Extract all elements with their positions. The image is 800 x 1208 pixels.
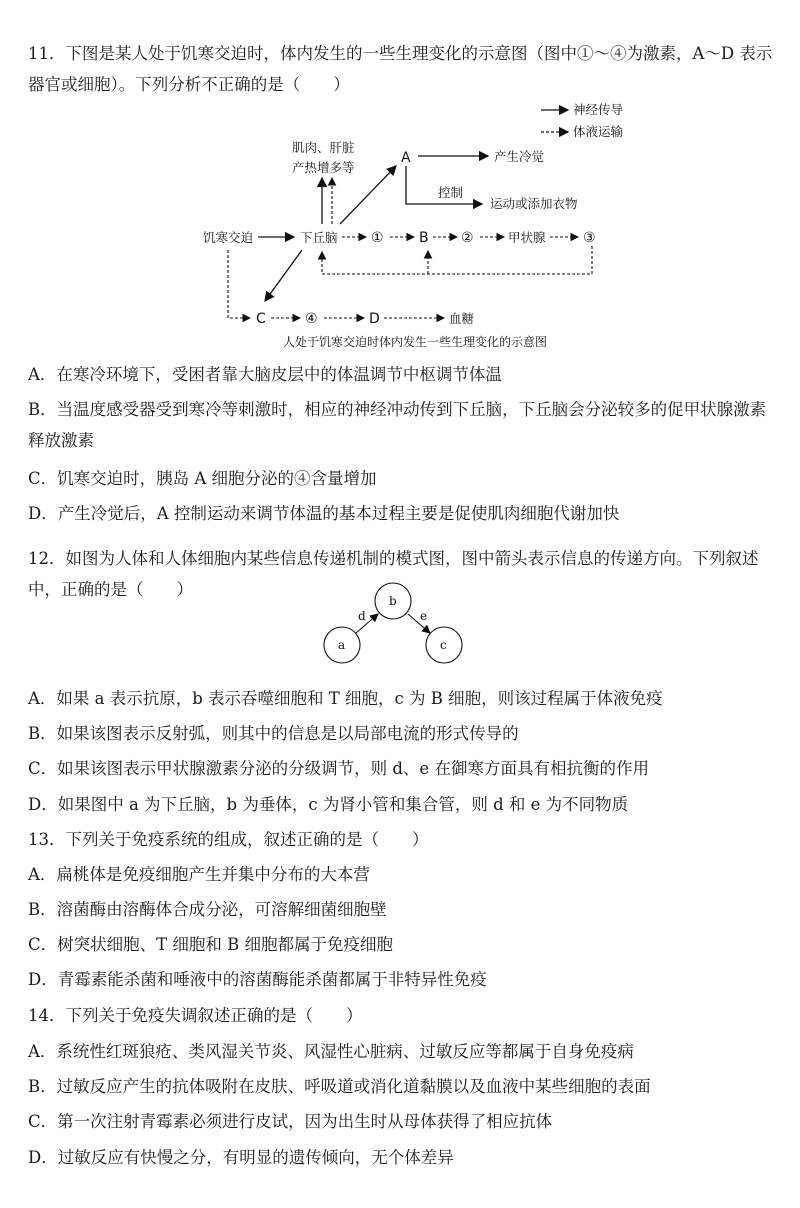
heat-more-label: 产热增多等	[292, 160, 355, 175]
q12-option-a[interactable]: A．如果 a 表示抗原，b 表示吞噬细胞和 T 细胞，c 为 B 细胞，则该过程属于体液免疫	[28, 689, 663, 708]
move-clothes-label: 运动或添加衣物	[490, 196, 578, 211]
q13-option-b[interactable]: B．溶菌酶由溶酶体合成分泌，可溶解细菌细胞壁	[28, 900, 387, 919]
cold-feel-label: 产生冷觉	[494, 149, 545, 164]
q14-option-a[interactable]: A．系统性红斑狼疮、类风湿关节炎、风湿性心脏病、过敏反应等都属于自身免疫病	[28, 1042, 634, 1061]
diagram-caption: 人处于饥寒交迫时体内发生一些生理变化的示意图	[283, 335, 548, 349]
q11-option-b[interactable]: B．当温度感受器受到寒冷等刺激时，相应的神经冲动传到下丘脑，下丘脑会分泌较多的促甲状腺激素释放激素	[28, 400, 767, 450]
q12-stem: 12．如图为人体和人体细胞内某些信息传递机制的模式图，图中箭头表示信息的传递方向。下列叙述中，正确的是（ ）	[28, 549, 759, 599]
q13-option-a[interactable]: A．扁桃体是免疫细胞产生并集中分布的大本营	[28, 865, 370, 884]
q13-option-c[interactable]: C．树突状细胞、T 细胞和 B 细胞都属于免疫细胞	[28, 935, 393, 954]
control-label: 控制	[438, 185, 464, 200]
q12-option-b[interactable]: B．如果该图表示反射弧，则其中的信息是以局部电流的形式传导的	[28, 724, 519, 743]
q13-option-d[interactable]: D．青霉素能杀菌和唾液中的溶菌酶能杀菌都属于非特异性免疫	[28, 970, 487, 989]
node-a: A	[401, 150, 411, 166]
legend-nerve: 神经传导	[573, 102, 624, 117]
hunger-cold-label: 饥寒交迫	[203, 230, 254, 245]
q11-option-c[interactable]: C．饥寒交迫时，胰岛 A 细胞分泌的④含量增加	[28, 469, 377, 488]
q11-option-a[interactable]: A．在寒冷环境下，受困者靠大脑皮层中的体温调节中枢调节体温	[28, 365, 502, 384]
node-b: B	[419, 230, 429, 246]
q13-stem: 13．下列关于免疫系统的组成，叙述正确的是（ ）	[28, 830, 429, 849]
muscle-liver-label: 肌肉、肝脏	[292, 140, 355, 155]
q14-option-d[interactable]: D．过敏反应有快慢之分，有明显的遗传倾向，无个体差异	[28, 1148, 454, 1167]
q12-option-c[interactable]: C．如果该图表示甲状腺激素分泌的分级调节，则 d、e 在御寒方面具有相抗衡的作用	[28, 759, 649, 778]
q11-diagram	[0, 96, 800, 356]
hormone-1: ①	[371, 230, 384, 246]
hormone-4: ④	[305, 311, 318, 327]
q14-option-b[interactable]: B．过敏反应产生的抗体吸附在皮肤、呼吸道或消化道黏膜以及血液中某些细胞的表面	[28, 1077, 651, 1096]
legend-fluid: 体液运输	[573, 124, 624, 139]
node-c-label: c	[440, 638, 447, 652]
q14-option-c[interactable]: C．第一次注射青霉素必须进行皮试，因为出生时从母体获得了相应抗体	[28, 1112, 553, 1131]
q14-stem: 14．下列关于免疫失调叙述正确的是（ ）	[28, 1006, 363, 1025]
blood-sugar-label: 血糖	[449, 311, 475, 326]
hypothalamus-label: 下丘脑	[300, 230, 338, 245]
node-b-label: b	[389, 594, 397, 608]
hormone-3: ③	[583, 230, 596, 246]
arrow-e-label: e	[420, 609, 428, 623]
q11-option-d[interactable]: D．产生冷觉后，A 控制运动来调节体温的基本过程主要是促使肌肉细胞代谢加快	[28, 504, 620, 523]
q11-stem: 11．下图是某人处于饥寒交迫时，体内发生的一些生理变化的示意图（图中①～④为激素，A～D 表示器官或细胞）。下列分析不正确的是（ ）	[28, 44, 773, 94]
node-d: D	[369, 311, 380, 327]
node-a-label: a	[338, 638, 346, 652]
arrow-d-label: d	[358, 609, 366, 623]
q12-diagram	[0, 578, 800, 668]
thyroid-label: 甲状腺	[508, 230, 546, 245]
q12-option-d[interactable]: D．如果图中 a 为下丘脑，b 为垂体，c 为肾小管和集合管，则 d 和 e 为不同物质	[28, 795, 629, 814]
hormone-2: ②	[461, 230, 474, 246]
node-c: C	[256, 311, 266, 327]
